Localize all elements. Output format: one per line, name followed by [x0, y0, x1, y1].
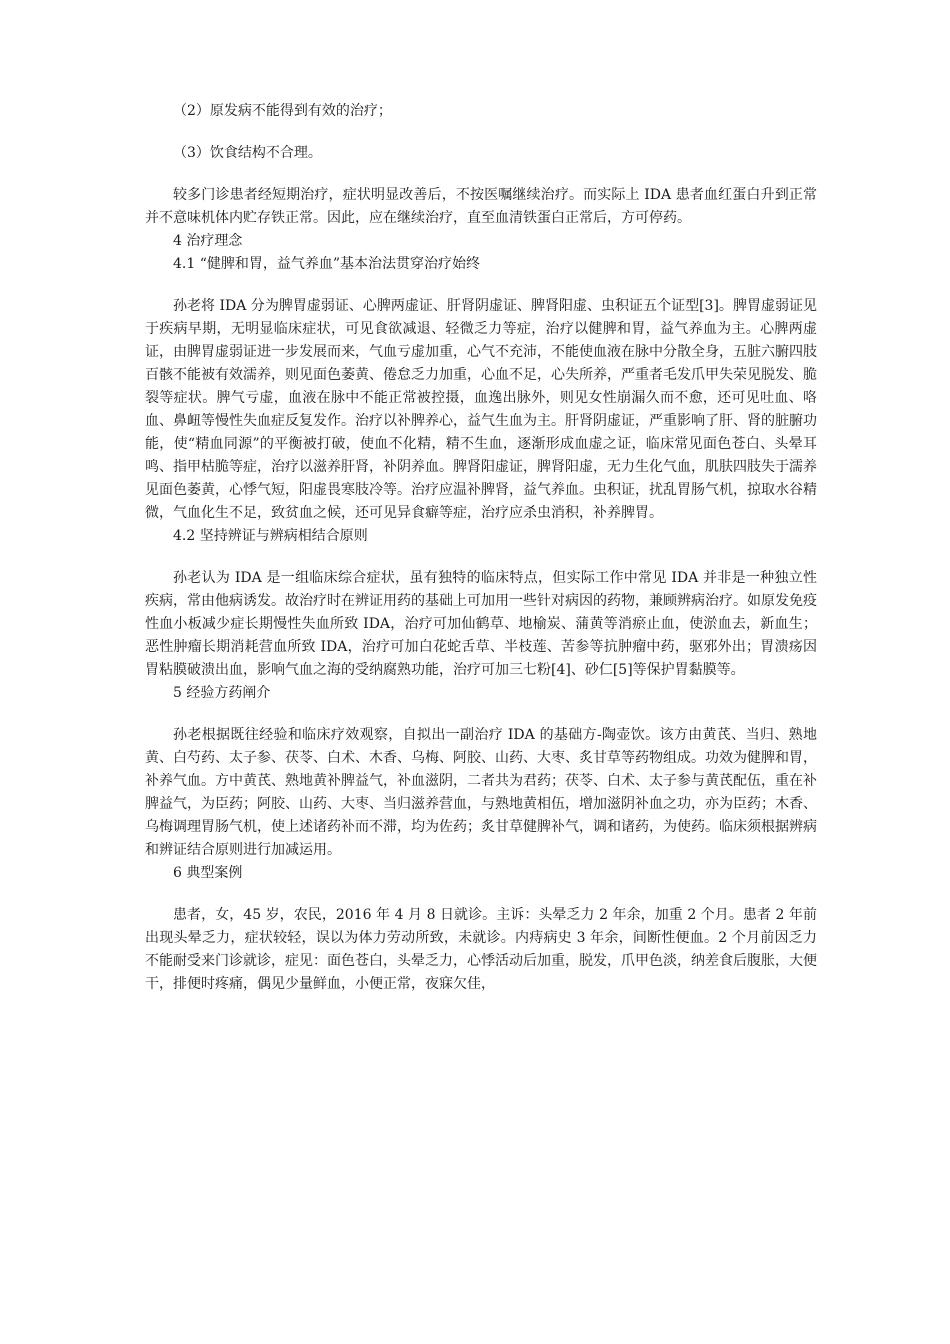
- section-heading-4: 4 治疗理念: [173, 233, 243, 249]
- section-heading-5: 5 经验方药阐介: [173, 685, 271, 701]
- paragraph-followup: 较多门诊患者经短期治疗，症状明显改善后，不按医嘱继续治疗。而实际上 IDA 患者血红蛋白升到正常并不意味机体内贮存铁正常。因此，应在继续治疗，直至血清铁蛋白正常后，方可停药。: [145, 187, 817, 226]
- list-item-2: （2）原发病不能得到有效的治疗；: [173, 103, 392, 119]
- list-item-3: （3）饮食结构不合理。: [173, 145, 322, 161]
- subsection-heading-4-1: 4.1 “健脾和胃，益气养血”基本治法贯穿治疗始终: [173, 256, 481, 272]
- subsection-heading-4-2: 4.2 坚持辨证与辨病相结合原则: [173, 528, 368, 544]
- paragraph-6: 患者，女，45 岁，农民，2016 年 4 月 8 日就诊。主诉：头晕乏力 2 年余，加重 2 个月。患者 2 年前出现头晕乏力，症状较轻，误以为体力劳动所致，未就诊。内痔病史 3 年余，间断性便血。2 个月前因乏力不能耐受来门诊就诊，症见：面色苍白，头晕乏力，心悸活动后加重，脱发，爪甲色淡，纳差食后腹胀，大便干，排便时疼痛，偶见少量鲜血，小便正常，夜寐欠佳，: [145, 907, 817, 992]
- paragraph-4-2: 孙老认为 IDA 是一组临床综合症状，虽有独特的临床特点，但实际工作中常见 IDA 并非是一种独立性疾病，常由他病诱发。故治疗时在辨证用药的基础上可加用一些针对病因的药物，兼顾辨病治疗。如原发免疫性血小板减少症长期慢性失血所致 IDA，治疗可加仙鹤草、地榆炭、蒲黄等消瘀止血，使淤血去，新血生；恶性肿瘤长期消耗营血所致 IDA，治疗可加白花蛇舌草、半枝莲、苦参等抗肿瘤中药，驱邪外出；胃溃疡因胃粘膜破溃出血，影响气血之海的受纳腐熟功能，治疗可加三七粉[4]、砂仁[5]等保护胃黏膜等。: [145, 570, 817, 678]
- document-page: [145, 100, 817, 996]
- paragraph-5: 孙老根据既往经验和临床疗效观察，自拟出一副治疗 IDA 的基础方-陶壶饮。该方由黄芪、当归、熟地黄、白芍药、太子参、茯苓、白术、木香、乌梅、阿胶、山药、大枣、炙甘草等药物组成。功效为健脾和胃，补养气血。方中黄芪、熟地黄补脾益气，补血滋阴，二者共为君药；茯苓、白术、太子参与黄芪配伍，重在补脾益气，为臣药；阿胶、山药、大枣、当归滋养营血，与熟地黄相伍，增加滋阴补血之功，亦为臣药；木香、乌梅调理胃肠气机，使上述诸药补而不滞，均为佐药；炙甘草健脾补气，调和诸药，为使药。临床须根据辨病和辨证结合原则进行加减运用。: [145, 727, 817, 858]
- paragraph-4-1: 孙老将 IDA 分为脾胃虚弱证、心脾两虚证、肝肾阴虚证、脾肾阳虚、虫积证五个证型[3]。脾胃虚弱证见于疾病早期，无明显临床症状，可见食欲减退、轻微乏力等症，治疗以健脾和胃，益气养血为主。心脾两虚证，由脾胃虚弱证进一步发展而来，气血亏虚加重，心气不充沛，不能使血液在脉中分散全身，五脏六腑四肢百骸不能被有效濡养，则见面色萎黄、倦怠乏力加重，心血不足，心失所养，严重者毛发爪甲失荣见脱发、脆裂等症状。脾气亏虚，血液在脉中不能正常被控摄，血逸出脉外，则见女性崩漏久而不愈，还可见吐血、咯血、鼻衄等慢性失血症反复发作。治疗以补脾养心，益气生血为主。肝肾阴虚证，严重影响了肝、肾的脏腑功能，使“精血同源”的平衡被打破，使血不化精，精不生血，逐渐形成血虚之证，临床常见面色苍白、头晕耳鸣、指甲枯脆等症，治疗以滋养肝肾，补阴养血。脾肾阳虚证，脾肾阳虚，无力生化气血，肌肤四肢失于濡养见面色萎黄，心悸气短，阳虚畏寒肢冷等。治疗应温补脾肾，益气养血。虫积证，扰乱胃肠气机，掠取水谷精微，气血化生不足，致贫血之候，还可见异食癖等症，治疗应杀虫消积，补养脾胃。: [145, 298, 817, 521]
- section-heading-6: 6 典型案例: [173, 865, 243, 881]
